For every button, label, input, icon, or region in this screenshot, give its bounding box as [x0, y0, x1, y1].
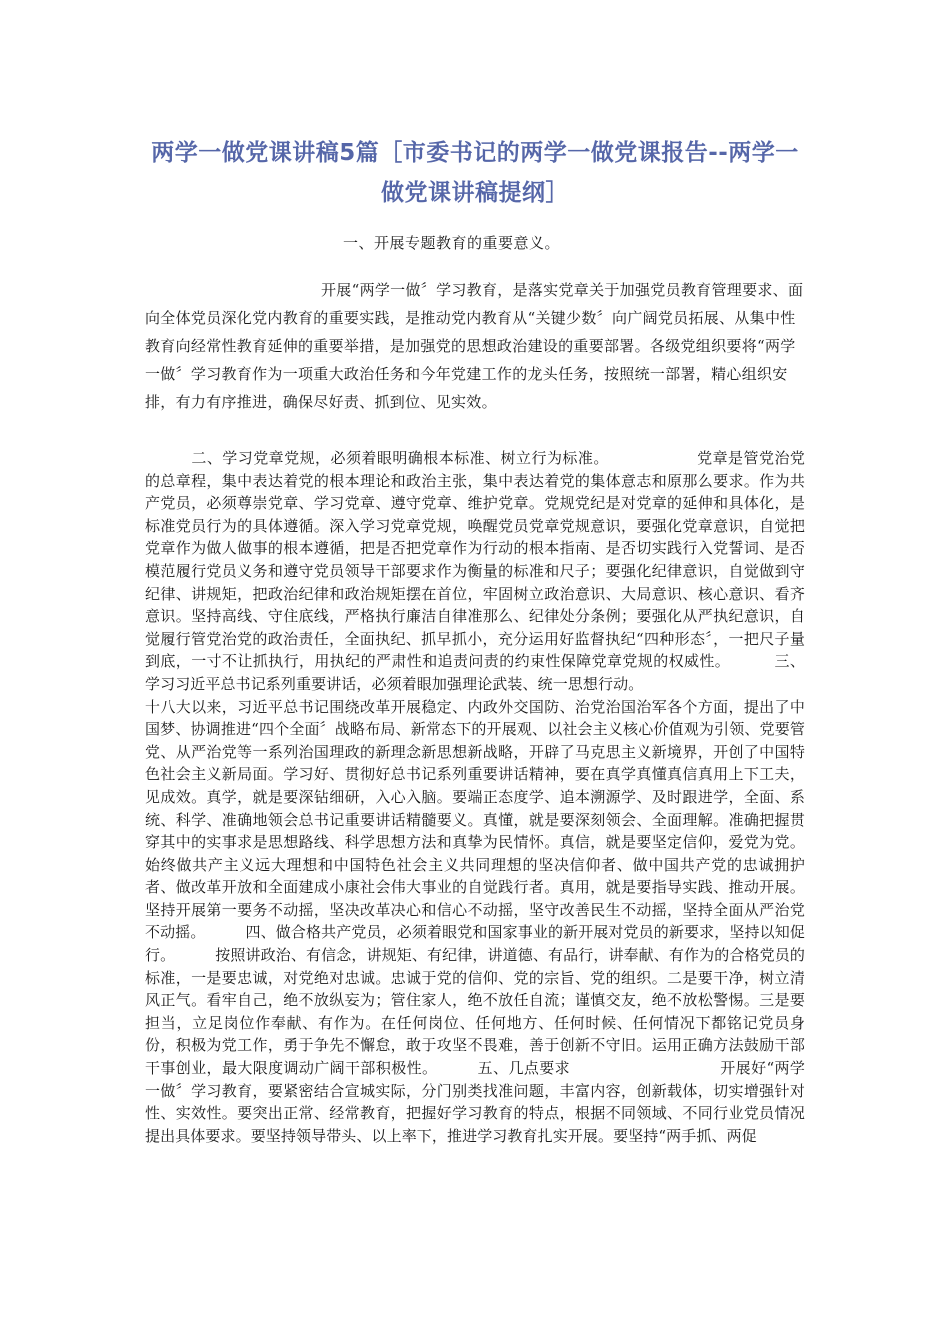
section-3-text: 十八大以来，习近平总书记围绕改革开展稳定、内政外交国防、治党治国治军各个方面，提出了中国梦、协调推进“四个全面〞战略布局、新常态下的开展观、以社会主义核心价值观为引领、党要管党、从严治党等一系列治国理政的新理念新思想新战略，开辟了马克思主义新境界，开创了中国特色社会主义新局面。学习好、贯彻好总书记系列重要讲话精神，要在真学真懂真信真用上下工夫，见成效。真学，就是要深钻细研，入心入脑。要端正态度学、追本溯源学、及时跟进学，全面、系统、科学、准确地领会总书记重要讲话精髓要义。真懂，就是要深刻领会、全面理解。准确把握贯穿其中的实事求是思想路线、科学思想方法和真挚为民情怀。真信，就是要坚定信仰，爱党为党。始终做共产主义远大理想和中国特色社会主义共同理想的坚决信仰者、做中国共产党的忠诚拥护者、做改革开放和全面建成小康社会伟大事业的自觉践行者。真用，就是要指导实践、推动开展。坚持开展第一要务不动摇，坚决改革决心和信心不动摇，坚守改善民生不动摇，坚持全面从严治党不动摇。 [145, 697, 805, 942]
section-2-heading: 二、学习党章党规，必须着眼明确根本标准、树立行为标准。 [191, 449, 609, 467]
section-5-text: 开展好“两学一做〞学习教育，要紧密结合宣城实际，分门别类找准问题，丰富内容，创新载体，切实增强针对性、实效性。要突出正常、经常教育，把握好学习教育的特点，根据不同领域、不同行业党员情况提出具体要求。要坚持领导带头、以上率下，推进学习教育扎实开展。要坚持“两手抓、两促 [145, 1059, 805, 1145]
section-2-text: 党章是管党治党的总章程，集中表达着党的根本理论和政治主张，集中表达着党的集体意志和原那么要求。作为共产党员，必须尊崇党章、学习党章、遵守党章、维护党章。党规党纪是对党章的延伸和具体化，是标准党员行为的具体遵循。深入学习党章党规，唤醒党员党章党规意识，要强化党章意识，自觉把党章作为做人做事的根本遵循，把是否把党章作为行动的根本指南、是否切实践行入党誓词、是否模范履行党员义务和遵守党员领导干部要求作为衡量的标准和尺子；要强化纪律意识，自觉做到守纪律、讲规矩，把政治纪律和政治规矩摆在首位，牢固树立政治意识、大局意识、核心意识、看齐意识。坚持高线、守住底线，严格执行廉洁自律准那么、纪律处分条例；要强化从严执纪意识，自觉履行管党治党的政治责任，全面执纪、抓早抓小，充分运用好监督执纪“四种形态〞，一把尺子量到底，一寸不让抓执行，用执纪的严肃性和追责问责的约束性保障党章党规的权威性。 [145, 449, 806, 671]
section-3-heading: 三、学习习近平总书记系列重要讲话，必须着眼加强理论武装、统一思想行动。 [145, 652, 806, 693]
body-paragraph [145, 447, 805, 1147]
document-title: 两学一做党课讲稿5篇［市委书记的两学一做党课报告--两学一做党课讲稿提纲］ [151, 140, 799, 206]
section-4-text: 按照讲政治、有信念，讲规矩、有纪律，讲道德、有品行，讲奉献、有作为的合格党员的标准，一是要忠诚，对党绝对忠诚。忠诚于党的信仰、党的宗旨、党的组织。二是要干净，树立清风正气。看牢自己，绝不放纵妄为；管住家人，绝不放任自流；谨慎交友，绝不放松警惕。三是要担当，立足岗位作奉献、有作为。在任何岗位、任何地方、任何时候、任何情况下都铭记党员身份，积极为党工作，勇于争先不懈怠，敢于攻坚不畏难，善于创新不守旧。运用正确方法鼓励干部干事创业，最大限度调动广阔干部积极性。 [145, 946, 806, 1078]
section-4-heading: 四、做合格共产党员，必须着眼党和国家事业的新开展对党员的新要求，坚持以知促行。 [145, 923, 805, 965]
section-5-heading: 五、几点要求 [477, 1059, 570, 1078]
section-1-text: 开展“两学一做〞学习教育，是落实党章关于加强党员教育管理要求、面向全体党员深化党内教育的重要实践，是推动党内教育从“关键少数〞向广阔党员拓展、从集中性教育向经常性教育延伸的重要举措，是加强党的思想政治建设的重要部署。各级党组织要将“两学一做〞学习教育作为一项重大政治任务和今年党建工作的龙头任务，按照统一部署，精心组织安排，有力有序推进，确保尽好责、抓到位、见实效。 [145, 281, 804, 411]
section-1-paragraph [145, 276, 805, 416]
section-1-heading: 一、开展专题教育的重要意义。 [343, 234, 561, 252]
document-body [145, 447, 805, 1147]
